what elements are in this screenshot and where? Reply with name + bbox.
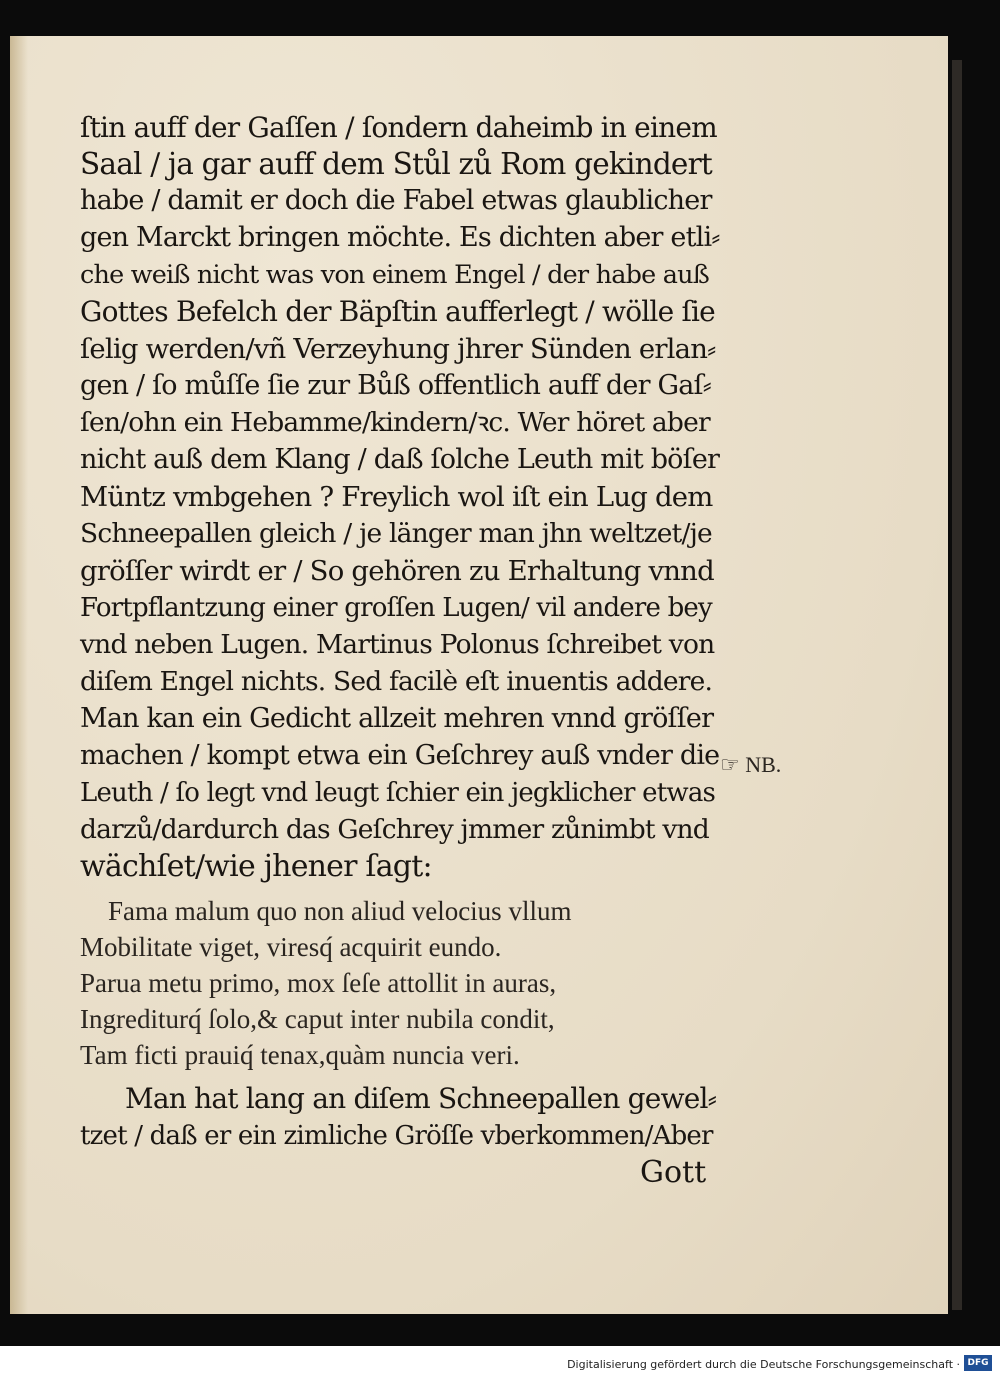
text-line: diſem Engel nichts. Sed facilè eſt inuentis addere. bbox=[80, 666, 713, 697]
verse-line: Fama malum quo non aliud velocius vllum bbox=[108, 896, 572, 926]
verse-line: Ingrediturq́ ſolo,& caput inter nubila condit, bbox=[80, 1004, 555, 1034]
verse-line: Parua metu primo, mox ſeſe attollit in auras, bbox=[80, 968, 557, 998]
text-line: Saal / ja gar auff dem Stůl zů Rom gekindert bbox=[80, 147, 712, 181]
text-line: Man hat lang an diſem Schneepallen gewel⸗ bbox=[125, 1082, 717, 1115]
page-gutter bbox=[10, 36, 28, 1314]
footer bbox=[0, 1346, 1000, 1384]
text-line: ſtin auff der Gaſſen / ſondern daheimb in einem bbox=[80, 111, 717, 144]
margin-note: ☞ NB. bbox=[720, 752, 782, 777]
text-line: Leuth / ſo legt vnd leugt ſchier ein jegklicher etwas bbox=[80, 778, 716, 808]
text-line: tzet / daß er ein zimliche Gröſſe vberkommen/Aber bbox=[80, 1121, 713, 1151]
text-line: gen Marckt bringen möchte. Es dichten aber etli⸗ bbox=[80, 222, 720, 253]
text-line: gröſſer wirdt er / So gehören zu Erhaltung vnnd bbox=[80, 555, 714, 587]
text-line: nicht auß dem Klang / daß ſolche Leuth mit böſer bbox=[80, 444, 720, 475]
text-line: Fortpflantzung einer groſſen Lugen/ vil andere bey bbox=[80, 593, 712, 623]
text-line: darzů/dardurch das Geſchrey jmmer zůnimbt vnd bbox=[80, 814, 709, 845]
text-line: machen / kompt etwa ein Geſchrey auß vnder die bbox=[80, 740, 720, 771]
text-line: Schneepallen gleich / je länger man jhn weltzet/je bbox=[80, 518, 712, 549]
footer-credit: Digitalisierung gefördert durch die Deutsche Forschungsgemeinschaft · bbox=[567, 1358, 960, 1371]
dfg-logo-icon: DFG bbox=[964, 1355, 992, 1371]
text-line: Müntz vmbgehen ? Freylich wol iſt ein Lug dem bbox=[80, 481, 713, 513]
text-line: vnd neben Lugen. Martinus Polonus ſchreibet von bbox=[80, 629, 715, 660]
text-line: Gottes Befelch der Bäpſtin aufferlegt / wölle ſie bbox=[80, 295, 715, 328]
verse-line: Tam ficti prauiq́ tenax,quàm nuncia veri. bbox=[80, 1040, 520, 1070]
text-line: che weiß nicht was von einem Engel / der habe auß bbox=[80, 260, 710, 290]
text-line: ſen/ohn ein Hebamme/kindern/ꝛc. Wer höret aber bbox=[80, 407, 710, 438]
text-line: habe / damit er doch die Fabel etwas glaublicher bbox=[80, 185, 712, 216]
text-line: gen / ſo můſſe ſie zur Bůß offentlich auff der Gaſ⸗ bbox=[80, 370, 711, 401]
text-line: Man kan ein Gedicht allzeit mehren vnnd gröſſer bbox=[80, 703, 714, 734]
verse-line: Mobilitate viget, viresq́ acquirit eundo. bbox=[80, 932, 502, 962]
text-line: ſelig werden/vñ Verzeyhung jhrer Sünden erlan⸗ bbox=[80, 333, 716, 365]
text-line: wächſet/wie jhener ſagt: bbox=[80, 849, 432, 884]
catchword: Gott bbox=[640, 1155, 707, 1190]
page-edge bbox=[952, 60, 962, 1310]
